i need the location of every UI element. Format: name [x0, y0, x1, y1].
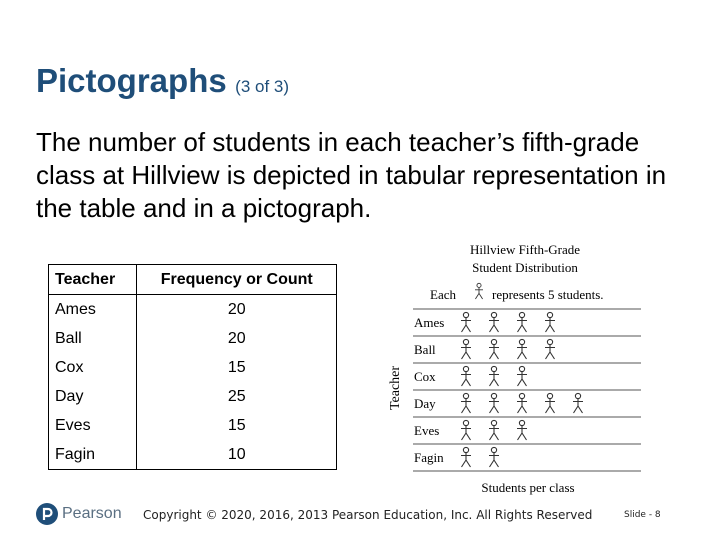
stick-figure-icon — [461, 366, 471, 386]
chart-xlabel: Students per class — [481, 480, 575, 495]
stick-figure-icon — [489, 393, 499, 413]
key-prefix: Each — [430, 287, 456, 302]
header-teacher: Teacher — [49, 265, 137, 295]
slide-title — [36, 62, 289, 100]
cell-teacher: Ball — [49, 324, 137, 353]
pictograph-chart — [380, 238, 655, 500]
stick-figure-icon — [573, 393, 583, 413]
cell-count: 15 — [137, 353, 337, 382]
category-label: Fagin — [414, 450, 444, 465]
cell-count: 25 — [137, 382, 337, 411]
chart-title-line2: Student Distribution — [472, 260, 578, 275]
cell-teacher: Day — [49, 382, 137, 411]
table-row — [49, 411, 337, 440]
stick-figure-icon — [489, 447, 499, 467]
pearson-logo-icon — [36, 503, 58, 525]
cell-count: 15 — [137, 411, 337, 440]
stick-figure-icon — [517, 366, 527, 386]
table-row — [49, 353, 337, 382]
header-count: Frequency or Count — [137, 265, 337, 295]
title-main: Pictographs — [36, 62, 227, 99]
stick-figure-icon — [545, 393, 555, 413]
pearson-logo — [36, 503, 122, 525]
stick-figure-icon — [461, 393, 471, 413]
stick-figure-icon — [489, 339, 499, 359]
stick-figure-icon — [545, 312, 555, 332]
stick-figure-icon — [517, 312, 527, 332]
cell-teacher: Fagin — [49, 440, 137, 470]
chart-ylabel: Teacher — [388, 365, 403, 411]
copyright-text: Copyright © 2020, 2016, 2013 Pearson Education, Inc. All Rights Reserved — [143, 508, 593, 522]
stick-figure-icon — [517, 420, 527, 440]
slide-number: Slide - 8 — [624, 510, 661, 520]
category-label: Eves — [414, 423, 440, 438]
pearson-logo-text: Pearson — [62, 505, 122, 522]
stick-figure-icon — [461, 420, 471, 440]
stick-figure-icon — [489, 366, 499, 386]
stick-figure-icon — [489, 420, 499, 440]
category-label: Ball — [414, 342, 436, 357]
table-row — [49, 295, 337, 325]
key-icon — [475, 283, 483, 299]
table-row — [49, 324, 337, 353]
pictograph-rows — [413, 309, 641, 471]
stick-figure-icon — [461, 339, 471, 359]
category-label: Day — [414, 396, 436, 411]
cell-teacher: Ames — [49, 295, 137, 325]
cell-teacher: Eves — [49, 411, 137, 440]
cell-count: 10 — [137, 440, 337, 470]
stick-figure-icon — [461, 312, 471, 332]
key-suffix: represents 5 students. — [492, 287, 604, 302]
cell-count: 20 — [137, 324, 337, 353]
category-label: Cox — [414, 369, 436, 384]
stick-figure-icon — [475, 283, 483, 299]
table-row — [49, 440, 337, 470]
title-suffix: (3 of 3) — [235, 77, 290, 96]
stick-figure-icon — [545, 339, 555, 359]
cell-count: 20 — [137, 295, 337, 325]
stick-figure-icon — [461, 447, 471, 467]
stick-figure-icon — [489, 312, 499, 332]
footer — [0, 500, 720, 540]
table-row — [49, 382, 337, 411]
category-label: Ames — [414, 315, 445, 330]
chart-title-line1: Hillview Fifth-Grade — [469, 242, 581, 257]
stick-figure-icon — [517, 339, 527, 359]
frequency-table — [48, 264, 337, 470]
cell-teacher: Cox — [49, 353, 137, 382]
stick-figure-icon — [517, 393, 527, 413]
table-header-row — [49, 265, 337, 295]
slide-description: The number of students in each teacher’s fifth-grade class at Hillview is depicted in tabular representation in the table and in a pictograph. — [36, 127, 667, 223]
